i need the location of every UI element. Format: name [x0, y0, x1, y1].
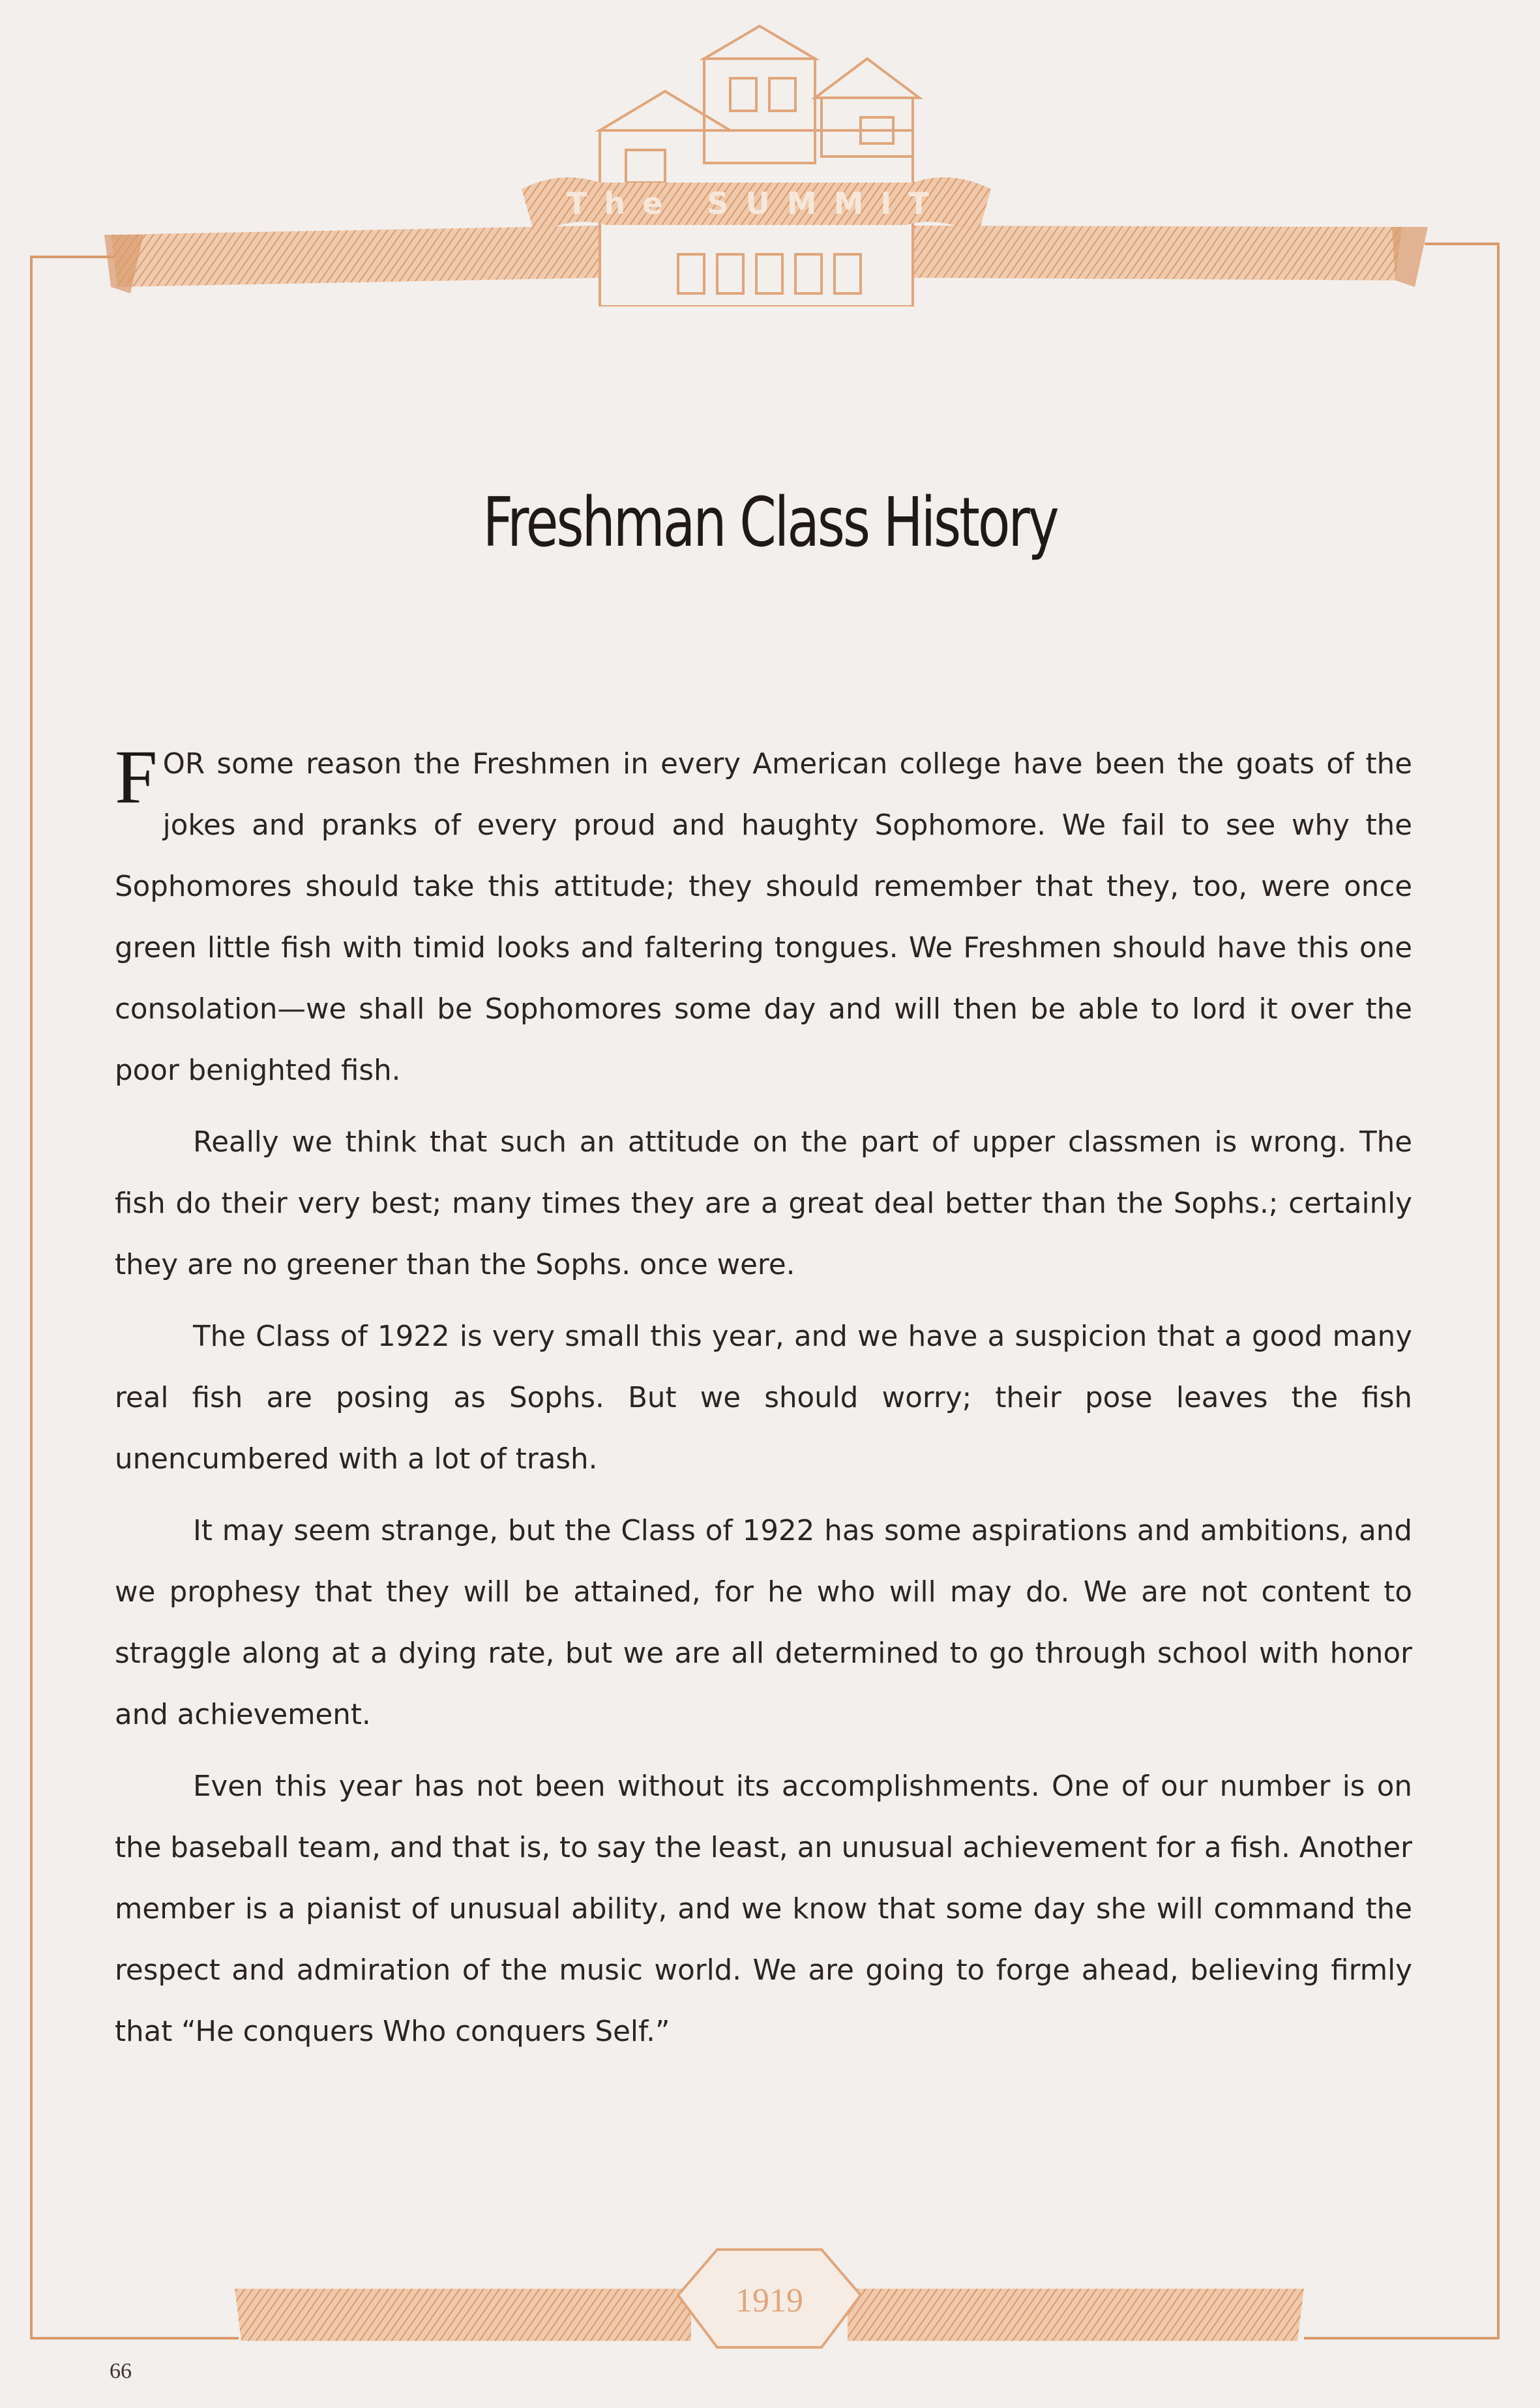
paragraph-4: It may seem strange, but the Class of 1922 has some aspirations and ambitions, and we prophesy that they will be attained, for he who will may do. We are not content to straggle along at a dying rate, but we are all determined to go through school with honor and achievement. [115, 1515, 1412, 1731]
frame-bottom-left [30, 2337, 239, 2340]
page-number: 66 [110, 2359, 132, 2383]
banner-text: The SUMMIT [567, 186, 946, 221]
summit-header-ornament [104, 20, 1428, 306]
paragraph-2: Really we think that such an attitude on the part of upper classmen is wrong. The fish do their very best; many times they are a great deal better than the Sophs.; certainly they are no greener than the Sophs. once were. [115, 1126, 1412, 1281]
frame-right [1497, 243, 1500, 2339]
frame-left [30, 256, 33, 2339]
frame-top-right [1425, 243, 1500, 245]
drop-cap: F [115, 734, 158, 820]
footer-ornament [222, 2230, 1317, 2360]
footer-monogram: 1919 [735, 2282, 803, 2319]
paragraph-3: The Class of 1922 is very small this year, and we have a suspicion that a good many real fish are posing as Sophs. But we should worry; their pose leaves the fish unencumbered with a lot of trash. [115, 1320, 1412, 1476]
paragraph-1-text: OR some reason the Freshmen in every American college have been the goats of the jokes and pranks of every proud and haughty Sophomore. We fail to see why the Sophomores should take this attitude; they should remember that they, too, were once green little fish with timid looks and faltering tongues. We Freshmen should have this one consolation—we shall be Sophomores some day and will then be able to lord it over the poor benighted fish. [115, 748, 1412, 1087]
paragraph-5: Even this year has not been without its accomplishments. One of our number is on the baseball team, and that is, to say the least, an unusual achievement for a fish. Another member is a pianist of unusual ability, and we know that some day she will command the respect and admiration of the music world. We are going to forge ahead, believing firmly that “He conquers Who conquers Self.” [115, 1770, 1412, 2048]
frame-bottom-right [1304, 2337, 1500, 2340]
page-title: Freshman Class History [482, 483, 1058, 562]
article-body [115, 734, 1412, 2073]
paragraph-1 [115, 734, 1412, 1101]
